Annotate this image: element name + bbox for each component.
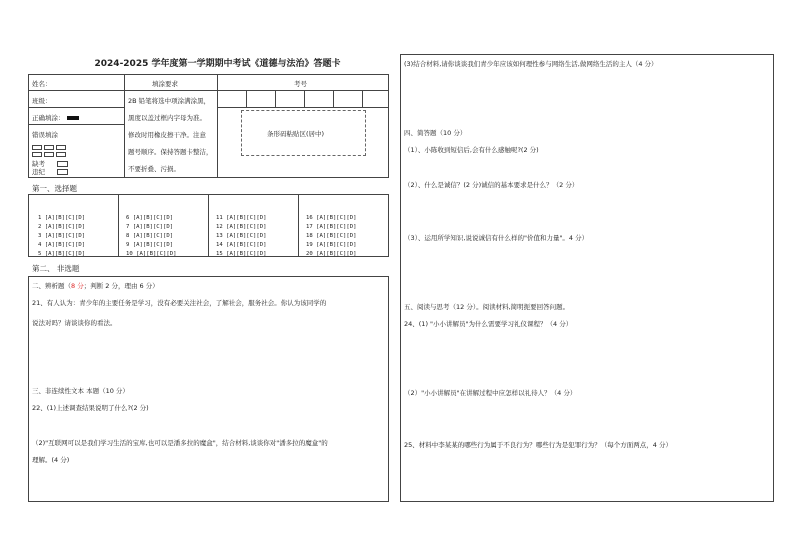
section2-heading: 第二、 非选题 (32, 264, 80, 273)
q22-1: 22、(1)上述调查结果说明了什么?(2 分) (32, 404, 149, 412)
section1-heading: 第一、选择题 (32, 184, 77, 193)
mcq-item[interactable]: 5 [A][B][C][D] (38, 251, 86, 257)
mcq-item[interactable]: 14 [A][B][C][D] (216, 242, 267, 248)
mcq-item[interactable]: 10 [A][B][C][D] (126, 251, 177, 257)
mcq-item[interactable]: 19 [A][B][C][D] (306, 242, 357, 248)
q24-2: （2）"小小讲解员"在讲解过程中应怎样以礼待人？（4 分） (404, 389, 577, 397)
q23-1: （1）、小陈收到短信后,会有什么感触呢?(2 分) (404, 146, 539, 154)
part5-heading: 五、阅读与思考（12 分）。阅读材料,简明扼要回答问题。 (404, 303, 570, 311)
requirement-line: 不要折叠、污损。 (128, 165, 180, 173)
mcq-item[interactable]: 20 [A][B][C][D] (306, 251, 357, 257)
requirement-line: 修改时用橡皮擦干净。注意 (128, 131, 206, 139)
mcq-item[interactable]: 17 [A][B][C][D] (306, 224, 357, 230)
wrong-mark-samples (32, 150, 68, 158)
exam-number-heading: 考号 (294, 80, 307, 88)
q23-3: （3）、运用所学知识,说说诚信有什么样的"价值和力量"。4 分） (404, 234, 589, 242)
mcq-item[interactable]: 16 [A][B][C][D] (306, 215, 357, 221)
mcq-divider (298, 194, 299, 257)
mcq-item[interactable]: 9 [A][B][C][D] (126, 242, 174, 248)
exam-digit-divider (275, 90, 276, 107)
mcq-item[interactable]: 3 [A][B][C][D] (38, 233, 86, 239)
right-answer-area[interactable] (400, 54, 774, 502)
mcq-column-4[interactable] (306, 205, 357, 268)
exam-digit-divider (333, 90, 334, 107)
part3-heading: 三、非连续性文本 本题（10 分） (32, 387, 129, 395)
absent-field[interactable]: 缺考 (32, 159, 68, 168)
mcq-item[interactable]: 8 [A][B][C][D] (126, 233, 174, 239)
violation-checkbox[interactable] (57, 169, 68, 175)
part1-heading: 二、辨析题（8 分；判断 2 分，理由 6 分） (32, 282, 159, 290)
mcq-divider (208, 194, 209, 257)
exam-digit-divider (362, 90, 363, 107)
mcq-column-3[interactable] (216, 205, 267, 268)
mcq-item[interactable]: 12 [A][B][C][D] (216, 224, 267, 230)
class-label: 班级： (32, 97, 52, 105)
filled-mark-sample (67, 116, 79, 120)
requirement-line: 黑度以盖过框内字母为准。 (128, 114, 206, 122)
q25: 25、材料中李某某的哪些行为属于不良行为？哪些行为是犯罪行为？（每个方面两点，4 分） (404, 441, 672, 449)
mcq-item[interactable]: 4 [A][B][C][D] (38, 242, 86, 248)
requirement-line: 题号顺序。保持答题卡整洁， (128, 148, 213, 156)
exam-digit-divider (304, 90, 305, 107)
name-label: 姓名： (32, 80, 52, 88)
mcq-item[interactable]: 2 [A][B][C][D] (38, 224, 86, 230)
q23-2: （2）、什么是诚信？(2 分)诚信的基本要求是什么？（2 分） (404, 181, 579, 189)
part4-heading: 四、简答题（10 分） (404, 129, 467, 137)
q21-line2: 说法对吗？请谈谈你的看法。 (32, 319, 117, 327)
q24-1: 24、(1) "小小讲解员"为什么需要学习礼仪课程？（4 分） (404, 320, 573, 328)
requirement-line: 2B 铅笔将选中项涂满涂黑， (128, 97, 211, 105)
page-title: 2024-2025 学年度第一学期期中考试《道德与法治》答题卡 (94, 59, 341, 69)
mcq-item[interactable]: 6 [A][B][C][D] (126, 215, 174, 221)
info-divider (28, 90, 389, 91)
q21-line1: 21、有人认为：青少年的主要任务是学习，没有必要关注社会，了解社会，服务社会。你认为该同学的 (32, 299, 327, 307)
mcq-item[interactable]: 15 [A][B][C][D] (216, 251, 267, 257)
barcode-label: 条形码粘贴区(居中) (267, 130, 325, 138)
q22-3: (3)结合材料,请你谈谈我们青少年应该如何理性参与网络生活,做网络生活的主人（4 分） (404, 60, 658, 68)
info-divider (124, 74, 125, 178)
info-divider (28, 124, 124, 125)
exam-digit-divider (246, 90, 247, 107)
q22-2-line1: （2)"互联网可以是我们学习生活的宝库,也可以是潘多拉的魔盒"，结合材料,谈谈你对"潘多拉的魔盒"的 (32, 439, 328, 447)
mcq-item[interactable]: 7 [A][B][C][D] (126, 224, 174, 230)
mcq-divider (118, 194, 119, 257)
mcq-column-1[interactable] (38, 205, 85, 268)
info-divider (217, 74, 218, 178)
mcq-item[interactable]: 18 [A][B][C][D] (306, 233, 357, 239)
mcq-item[interactable]: 11 [A][B][C][D] (216, 215, 267, 221)
q22-2-line2: 理解。(4 分) (32, 456, 70, 464)
mcq-column-2[interactable] (126, 205, 177, 268)
wrong-fill-label: 错误填涂 (32, 131, 58, 139)
correct-fill-label: 正确填涂： (32, 113, 79, 122)
info-divider (28, 107, 124, 108)
requirements-heading: 填涂要求 (152, 80, 178, 88)
violation-field[interactable]: 违纪 (32, 167, 68, 176)
mcq-item[interactable]: 1 [A][B][C][D] (38, 215, 86, 221)
info-divider (217, 107, 389, 108)
mcq-item[interactable]: 13 [A][B][C][D] (216, 233, 267, 239)
